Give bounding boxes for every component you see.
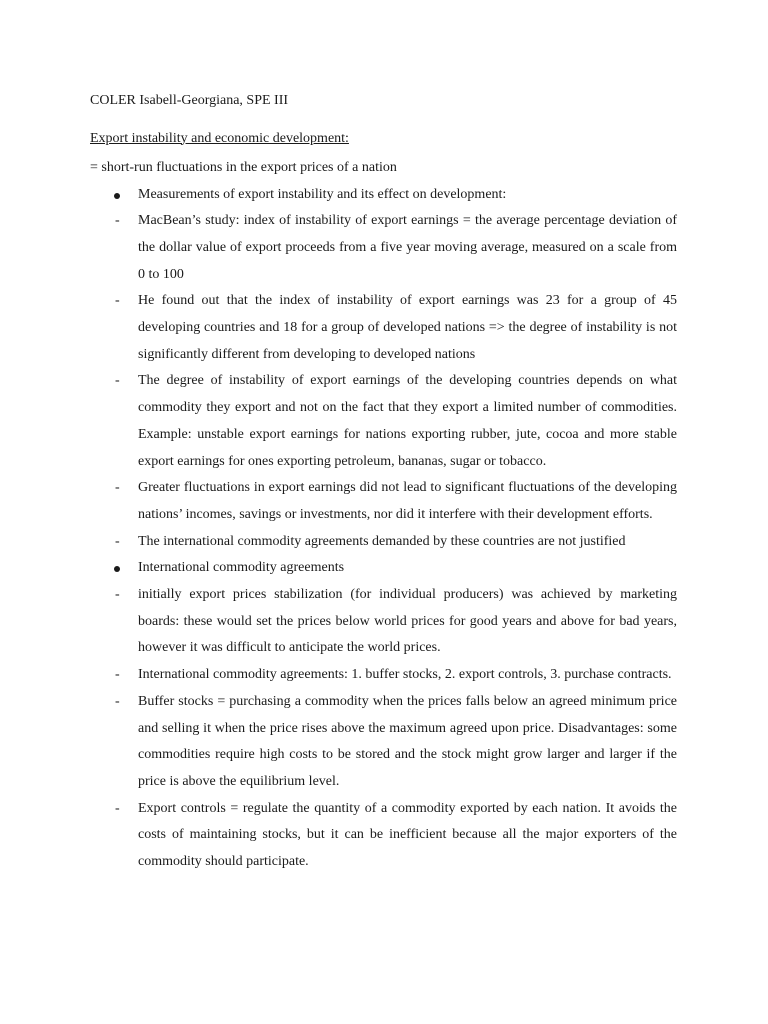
bullet-dot-icon xyxy=(114,193,120,199)
dash-marker: - xyxy=(115,587,120,603)
intro-definition: = short-run fluctuations in the export prices of a nation xyxy=(90,160,397,175)
list-item-text: Buffer stocks = purchasing a commodity when the prices falls below an agreed minimum price and selling it when the price rises above the maximum agreed upon price. Disadvantages: some commodities require high costs to be stored and the stock might grow larger and larger if the price is above the equilibrium level. xyxy=(138,693,677,789)
document-heading: Export instability and economic development: xyxy=(90,130,349,146)
list-item-text: International commodity agreements: 1. buffer stocks, 2. export controls, 3. purchase contracts. xyxy=(138,667,672,683)
list-item xyxy=(90,529,677,556)
list-item xyxy=(90,208,677,288)
dash-marker: - xyxy=(115,800,120,816)
dash-marker: - xyxy=(115,213,120,229)
dash-marker: - xyxy=(115,667,120,683)
document-page xyxy=(90,88,677,876)
bullet-item xyxy=(90,555,677,582)
author-line: COLER Isabell-Georgiana, SPE III xyxy=(90,93,289,108)
list-item-text: Greater fluctuations in export earnings did not lead to significant fluctuations of the developing nations’ incomes, savings or investments, nor did it interfere with their development efforts. xyxy=(138,480,677,522)
dash-marker: - xyxy=(115,693,120,709)
list-item-text: initially export prices stabilization (for individual producers) was achieved by marketing boards: these would set the prices below world prices for good years and above for bad years, however it was difficult to anticipate the world prices. xyxy=(138,587,677,656)
list-item-text: The degree of instability of export earnings of the developing countries depends on what commodity they export and not on the fact that they export a limited number of commodities. Example: unstable export earnings for nations exporting rubber, jute, cocoa and more stable export earnings for ones exporting petroleum, bananas, sugar or tobacco. xyxy=(138,373,677,469)
dash-marker: - xyxy=(115,533,120,549)
list-item xyxy=(90,582,677,662)
section-title: International commodity agreements xyxy=(138,560,345,576)
list-item xyxy=(90,662,677,689)
list-item-text: He found out that the index of instability of export earnings was 23 for a group of 45 developing countries and 18 for a group of developed nations => the degree of instability is not significantly different from developing to developed nations xyxy=(138,293,677,362)
list-item xyxy=(90,796,677,876)
list-item xyxy=(90,689,677,796)
dash-marker: - xyxy=(115,293,120,309)
list-item-text: MacBean’s study: index of instability of export earnings = the average percentage deviation of the dollar value of export proceeds from a five year moving average, measured on a scale from 0 to 100 xyxy=(138,213,677,282)
bullet-item xyxy=(90,182,677,209)
list-item xyxy=(90,475,677,528)
section-title: Measurements of export instability and its effect on development: xyxy=(138,186,507,202)
list-item xyxy=(90,368,677,475)
list-item-text: Export controls = regulate the quantity of a commodity exported by each nation. It avoids the costs of maintaining stocks, but it can be inefficient because all the major exporters of the commodity should participate. xyxy=(138,800,677,870)
dash-marker: - xyxy=(115,480,120,496)
bullet-dot-icon xyxy=(114,566,120,572)
list-item xyxy=(90,288,677,368)
list-item-text: The international commodity agreements demanded by these countries are not justified xyxy=(138,533,626,549)
dash-marker: - xyxy=(115,373,120,389)
